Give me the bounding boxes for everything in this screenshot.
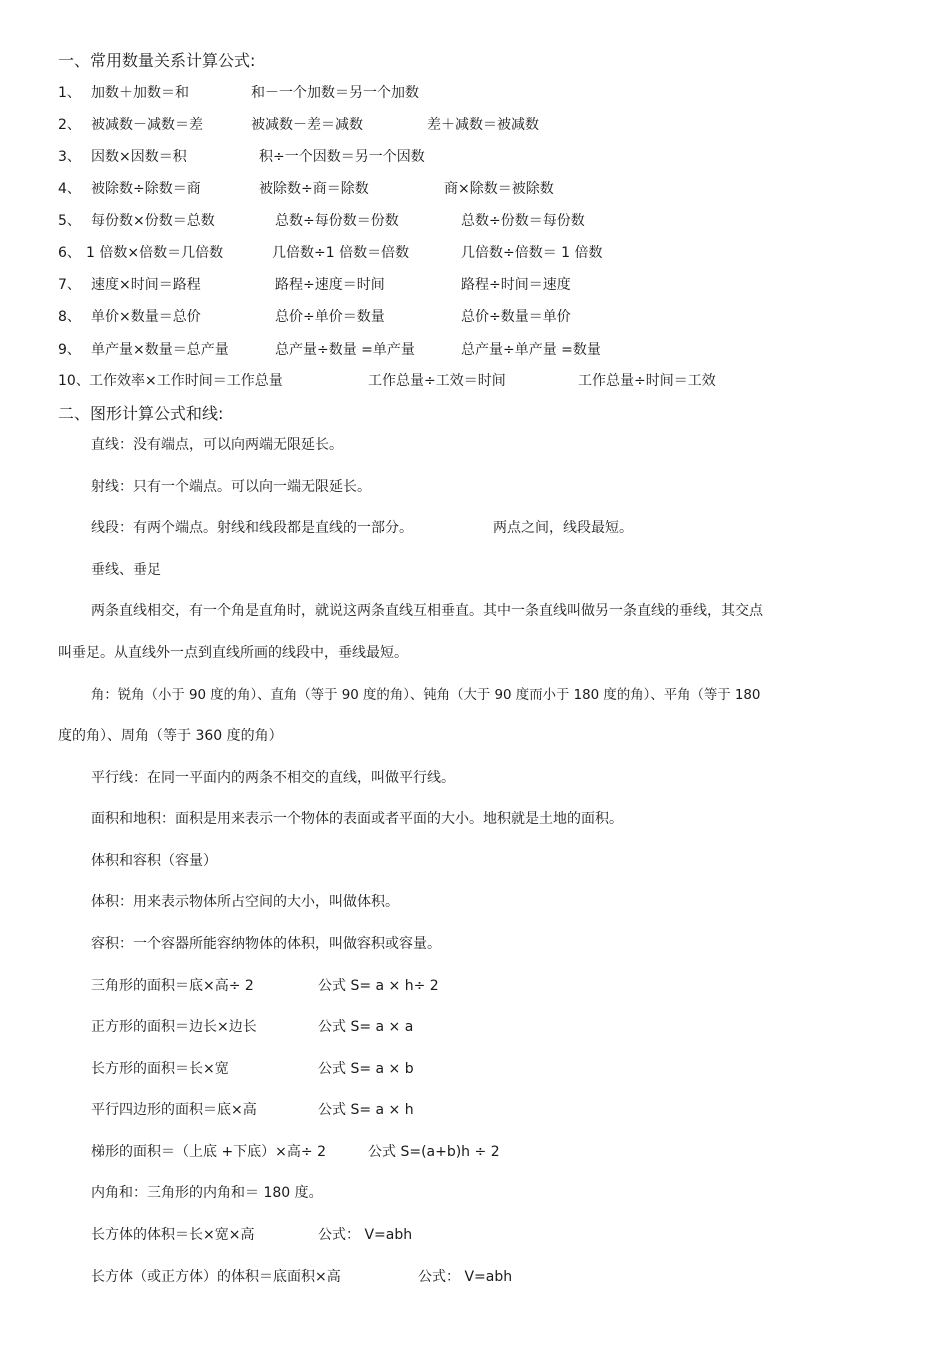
area-definition: 面积和地积：面积是用来表示一个物体的表面或者平面的大小。地积就是土地的面积。 xyxy=(91,811,623,827)
formula-expression: 公式 S= a × h÷ 2 xyxy=(318,978,439,994)
formula-col-2: 总价÷单价＝数量 xyxy=(275,309,385,325)
formula-col-2: 被减数－差＝减数 xyxy=(251,117,363,133)
formula-col-1: 单产量×数量＝总产量 xyxy=(91,342,229,358)
section1-title: 一、常用数量关系计算公式: xyxy=(58,51,256,70)
row-number: 9、 xyxy=(58,342,81,358)
formula-line-square xyxy=(91,1016,891,1036)
formula-description: 内角和：三角形的内角和＝ 180 度。 xyxy=(91,1185,323,1201)
formula-col-1: 速度×时间＝路程 xyxy=(91,277,201,293)
formula-line-trapezoid xyxy=(91,1141,891,1161)
formula-col-2: 被除数÷商＝除数 xyxy=(259,181,369,197)
formula-description: 长方体（或正方体）的体积＝底面积×高 xyxy=(91,1269,341,1285)
row-number: 5、 xyxy=(58,213,81,229)
row-number: 4、 xyxy=(58,181,81,197)
formula-row-5 xyxy=(58,210,918,230)
formula-col-2: 积÷一个因数＝另一个因数 xyxy=(259,149,425,165)
perpendicular-paragraph-1: 两条直线相交，有一个角是直角时，就说这两条直线互相垂直。其中一条直线叫做另一条直线的垂线，其交点 xyxy=(91,603,763,619)
segment-definition: 线段：有两个端点。射线和线段都是直线的一部分。 xyxy=(91,520,413,536)
formula-description: 平行四边形的面积＝底×高 xyxy=(91,1102,257,1118)
perpendicular-paragraph-2: 叫垂足。从直线外一点到直线所画的线段中，垂线最短。 xyxy=(58,645,408,661)
row-number: 3、 xyxy=(58,149,81,165)
row-number: 10、 xyxy=(58,373,90,389)
formula-col-2: 几倍数÷1 倍数＝倍数 xyxy=(272,245,410,261)
formula-col-3: 差＋减数＝被减数 xyxy=(427,117,539,133)
row-number: 8、 xyxy=(58,309,81,325)
perpendicular-title: 垂线、垂足 xyxy=(91,562,161,578)
angle-paragraph-1: 角：锐角（小于 90 度的角）、直角（等于 90 度的角）、钝角（大于 90 度而小于 180 度的角）、平角（等于 180 xyxy=(91,688,761,703)
formula-row-1 xyxy=(58,82,918,102)
formula-col-2: 路程÷速度＝时间 xyxy=(275,277,385,293)
formula-line-triangle xyxy=(91,975,891,995)
parallel-definition: 平行线：在同一平面内的两条不相交的直线，叫做平行线。 xyxy=(91,770,455,786)
formula-row-7 xyxy=(58,274,918,294)
formula-row-4 xyxy=(58,178,918,198)
formula-expression: 公式 S= a × h xyxy=(318,1102,414,1118)
formula-line-interior-angles xyxy=(91,1182,891,1202)
formula-col-1: 因数×因数＝积 xyxy=(91,149,187,165)
formula-col-3: 总价÷数量＝单价 xyxy=(461,309,571,325)
formula-row-9 xyxy=(58,339,918,359)
formula-row-10 xyxy=(58,370,918,390)
line-definition: 直线：没有端点，可以向两端无限延长。 xyxy=(91,437,343,453)
ray-definition: 射线：只有一个端点。可以向一端无限延长。 xyxy=(91,479,371,495)
formula-col-3: 路程÷时间＝速度 xyxy=(461,277,571,293)
formula-line-cuboid xyxy=(91,1224,891,1244)
formula-expression: 公式 S= a × b xyxy=(318,1061,414,1077)
formula-col-1: 单价×数量＝总价 xyxy=(91,309,201,325)
row-number: 7、 xyxy=(58,277,81,293)
formula-col-1: 被减数－减数＝差 xyxy=(91,117,203,133)
volume-definition: 体积：用来表示物体所占空间的大小，叫做体积。 xyxy=(91,894,399,910)
formula-row-8 xyxy=(58,306,918,326)
formula-line-rectangle xyxy=(91,1058,891,1078)
row-number: 6、 xyxy=(58,245,81,261)
formula-col-3: 几倍数÷倍数＝ 1 倍数 xyxy=(461,245,603,261)
segment-note: 两点之间，线段最短。 xyxy=(493,520,633,536)
formula-row-3 xyxy=(58,146,918,166)
formula-col-2: 总产量÷数量 =单产量 xyxy=(275,342,415,358)
formula-expression: 公式 S=(a+b)h ÷ 2 xyxy=(368,1144,500,1160)
formula-description: 长方体的体积＝长×宽×高 xyxy=(91,1227,255,1243)
row-number: 2、 xyxy=(58,117,81,133)
formula-expression: 公式 S= a × a xyxy=(318,1019,414,1035)
formula-col-1: 每份数×份数＝总数 xyxy=(91,213,215,229)
formula-description: 正方形的面积＝边长×边长 xyxy=(91,1019,257,1035)
formula-line-cuboid-base xyxy=(91,1266,891,1286)
formula-col-1: 1 倍数×倍数＝几倍数 xyxy=(86,245,224,261)
formula-description: 三角形的面积＝底×高÷ 2 xyxy=(91,978,254,994)
angle-paragraph-2: 度的角）、周角（等于 360 度的角） xyxy=(58,728,283,744)
formula-col-1: 工作效率×工作时间＝工作总量 xyxy=(89,373,283,389)
formula-col-2: 工作总量÷工效＝时间 xyxy=(368,373,506,389)
formula-row-2 xyxy=(58,114,918,134)
formula-expression: 公式： V=abh xyxy=(418,1269,513,1285)
formula-expression: 公式： V=abh xyxy=(318,1227,413,1243)
formula-description: 梯形的面积＝（上底 +下底）×高÷ 2 xyxy=(91,1144,326,1160)
formula-row-6 xyxy=(58,242,918,262)
row-number: 1、 xyxy=(58,85,81,101)
formula-col-1: 加数＋加数＝和 xyxy=(91,85,189,101)
formula-col-1: 被除数÷除数＝商 xyxy=(91,181,201,197)
formula-col-3: 总产量÷单产量 =数量 xyxy=(461,342,601,358)
formula-col-2: 总数÷每份数＝份数 xyxy=(275,213,399,229)
formula-col-2: 和－一个加数＝另一个加数 xyxy=(251,85,419,101)
formula-col-3: 商×除数＝被除数 xyxy=(444,181,554,197)
segment-definition-line xyxy=(91,517,891,537)
capacity-definition: 容积：一个容器所能容纳物体的体积，叫做容积或容量。 xyxy=(91,936,441,952)
formula-col-3: 工作总量÷时间＝工效 xyxy=(578,373,716,389)
formula-col-3: 总数÷份数＝每份数 xyxy=(461,213,585,229)
formula-line-parallelogram xyxy=(91,1099,891,1119)
volume-title: 体积和容积（容量） xyxy=(91,853,217,869)
formula-description: 长方形的面积＝长×宽 xyxy=(91,1061,229,1077)
section2-title: 二、图形计算公式和线: xyxy=(58,404,224,423)
